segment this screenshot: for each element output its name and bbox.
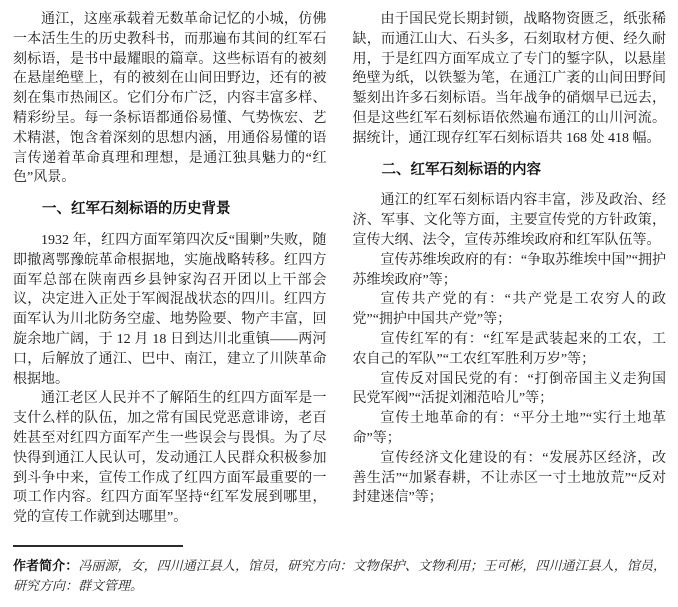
right-column xyxy=(353,10,667,545)
slogan-soviet-paragraph: 宣传苏维埃政府的有：“争取苏维埃中国”“拥护苏维埃政府”等； xyxy=(352,252,666,288)
left-column xyxy=(13,10,327,545)
history-paragraph-1: 1932 年，红四方面军第四次反“围剿”失败，随即撤离鄂豫皖革命根据地，实施战略转移。红四方面军总部在陕南西乡县钟家沟召开团以上干部会议，决定进入正处于军阀混战状态的四川。红四方面军认为川北防务空虚、地势险要、物产丰富，回旋余地广阔，于 12 月 18 日到达川北重镇——两河口，后解放了通江、巴中、南江，建立了川陕革命根据地。 xyxy=(13,232,327,387)
footer-divider xyxy=(13,545,183,547)
slogan-anti-kmt-paragraph: 宣传反对国民党的有：“打倒帝国主义走狗国民党军阀”“活捉刘湘范哈儿”等； xyxy=(352,371,666,407)
author-note-body: 冯丽源，女，四川通江县人，馆员，研究方向：文物保护、文物利用；王可彬，四川通江县人，馆员，研究方向：群文管理。 xyxy=(13,558,666,593)
author-note-text xyxy=(13,556,666,596)
content-intro-paragraph: 通江的红军石刻标语内容丰富，涉及政治、经济、军事、文化等方面，主要宣传党的方针政策，宣传大纲、法令，宣传苏维埃政府和红军队伍等。 xyxy=(352,193,666,248)
author-note-label: 作者简介： xyxy=(13,558,79,573)
two-column-layout xyxy=(13,10,666,545)
slogan-economy-paragraph: 宣传经济文化建设的有：“发展苏区经济，改善生活”“加紧春耕，不让赤区一寸土地放荒”“反对封建迷信”等； xyxy=(352,450,666,506)
slogan-party-paragraph: 宣传共产党的有：“共产党是工农穷人的政党”“拥护中国共产党”等； xyxy=(352,292,666,328)
author-note xyxy=(13,545,666,596)
history-paragraph-2: 通江老区人民并不了解陌生的红四方面军是一支什么样的队伍，加之常有国民党恶意诽谤，老百姓甚至对红四方面军产生一些误会与畏惧。为了尽快得到通江人民认可，发动通江人民群众积极参加到斗争中来，宣传工作成了红四方面军最重要的一项工作内容。红四方面军坚持“红军发展到哪里，党的宣传工作就到达哪里”。 xyxy=(13,391,327,526)
section-heading-content: 二、红军石刻标语的内容 xyxy=(381,161,541,178)
slogan-red-army-paragraph: 宣传红军的有：“红军是武装起来的工农，工农自己的军队”“工农红军胜利万岁”等； xyxy=(352,331,666,367)
section-heading-history: 一、红军石刻标语的历史背景 xyxy=(42,201,231,218)
carving-paragraph: 由于国民党长期封锁，战略物资匮乏，纸张稀缺，而通江山大、石头多，石刻取材方便、经久耐用，于是红四方面军成立了专门的錾字队，以悬崖绝壁为纸，以铁錾为笔，在通江广袤的山间田野间錾刻出许多石刻标语。当年战争的硝烟早已远去，但是这些红军石刻标语依然遍布通江的山川河流。据统计，通江现存红军石刻标语共 168 处 418 幅。 xyxy=(352,12,666,146)
intro-paragraph: 通江，这座承载着无数革命记忆的小城，仿佛一本活生生的历史教科书，而那遍布其间的红军石刻标语，是书中最耀眼的篇章。这些标语有的被刻在悬崖绝壁上，有的被刻在山间田野边，还有的被刻在集市热闹区。它们分布广泛，内容丰富多样、精彩纷呈。每一条标语都通俗易懂、气势恢宏、艺术精湛，饱含着深刻的思想内涵，用通俗易懂的语言传递着革命真理和理想，是通江独具魅力的“红色”风景。 xyxy=(13,12,327,186)
slogan-land-reform-paragraph: 宣传土地革命的有：“平分土地”“实行土地革命”等； xyxy=(352,411,666,446)
